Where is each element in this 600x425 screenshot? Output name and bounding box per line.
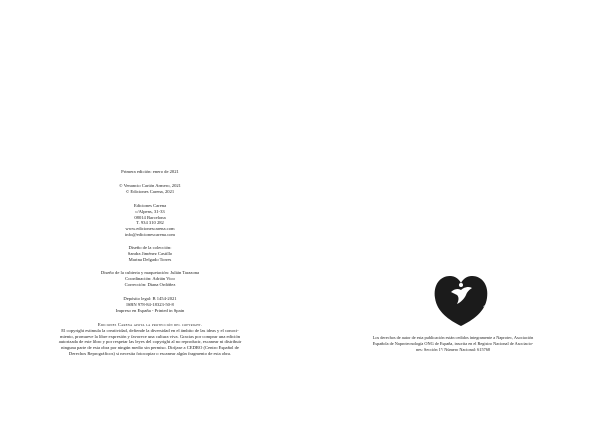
copyright-notice xyxy=(15,322,285,357)
cover-design-credit: Diseño de la cubierta y maquetación: Julián Tarazona xyxy=(100,270,200,275)
right-page xyxy=(300,0,600,425)
printed-in: Impreso en España - Printed in Spain xyxy=(115,307,185,313)
rights-notice-line: Los derechos de autor de esta publicación están cedidos íntegramente a Naprotec, Asociación xyxy=(372,335,534,340)
email-link[interactable]: info@edicionescarena.com xyxy=(124,231,176,237)
website-link[interactable]: www.edicionescarena.com xyxy=(125,226,175,232)
rights-notice-line: nes: Sección 1ª/ Número Nacional: 615768 xyxy=(415,347,491,352)
copyright-block xyxy=(30,183,270,195)
correction-credit: Corrección: Diana Ordóñez xyxy=(124,281,176,287)
edition-block xyxy=(30,169,270,175)
collection-designer-2: Marina Delgado Torres xyxy=(128,256,172,262)
publisher-block xyxy=(30,203,270,238)
collection-design-title: Diseño de la colección: xyxy=(128,245,172,250)
copyright-notice-line: El copyright estimula la creatividad, defiende la diversidad en el ámbito de las ideas y el conoci- xyxy=(61,327,239,333)
phone-number: T. 934 310 282 xyxy=(136,220,164,226)
edition-line: Primera edición: enero de 2021 xyxy=(121,169,179,174)
collection-designer-1: Sandra Jiménez Castillo xyxy=(127,250,173,256)
coordination-credit: Coordinación: Adrián Vico xyxy=(125,275,175,281)
copyright-notice-heading: Ediciones Carena apoya la protección del copyright. xyxy=(97,322,203,327)
copyright-notice-line: miento, promueve la libre expresión y favorece una cultura viva. Gracias por comprar una edición xyxy=(59,333,241,339)
author-copyright: © Venancio Cartón Armero, 2021 xyxy=(119,183,181,188)
address-city: 08014 Barcelona xyxy=(134,214,166,220)
copyright-notice-line: Derechos Reprográficos) si necesita fotocopiar o escanear algún fragmento de esta obra. xyxy=(68,350,232,356)
legal-deposit: Depósito legal: B 1454-2021 xyxy=(123,296,177,301)
copyright-notice-line: ninguna parte de esta obra por ningún medio sin permiso. Diríjase a CEDRO (Centro Español de xyxy=(61,345,239,351)
legal-block xyxy=(30,296,270,313)
logo-text: NAPROTEC xyxy=(482,304,495,325)
collection-design-block xyxy=(30,245,270,262)
logo-head-dot xyxy=(459,283,463,287)
credits-block xyxy=(30,270,270,287)
publisher-copyright: © Ediciones Carena, 2021 xyxy=(125,188,175,194)
isbn: ISBN 978-84-18323-50-8 xyxy=(126,301,174,307)
rights-notice xyxy=(348,335,558,353)
copyright-notice-line: autorizada de este libro y por respetar las leyes del copyright al no reproducir, escanear ni distribuir xyxy=(58,339,242,345)
address-street: c/Alpens, 31-33 xyxy=(135,208,165,214)
naprotec-logo xyxy=(431,268,495,330)
publisher-name: Ediciones Carena xyxy=(133,203,167,208)
rights-notice-line: Española de Naprotecnología ONG de España, inscrita en el Registro Nacional de Asociacio- xyxy=(372,341,534,346)
